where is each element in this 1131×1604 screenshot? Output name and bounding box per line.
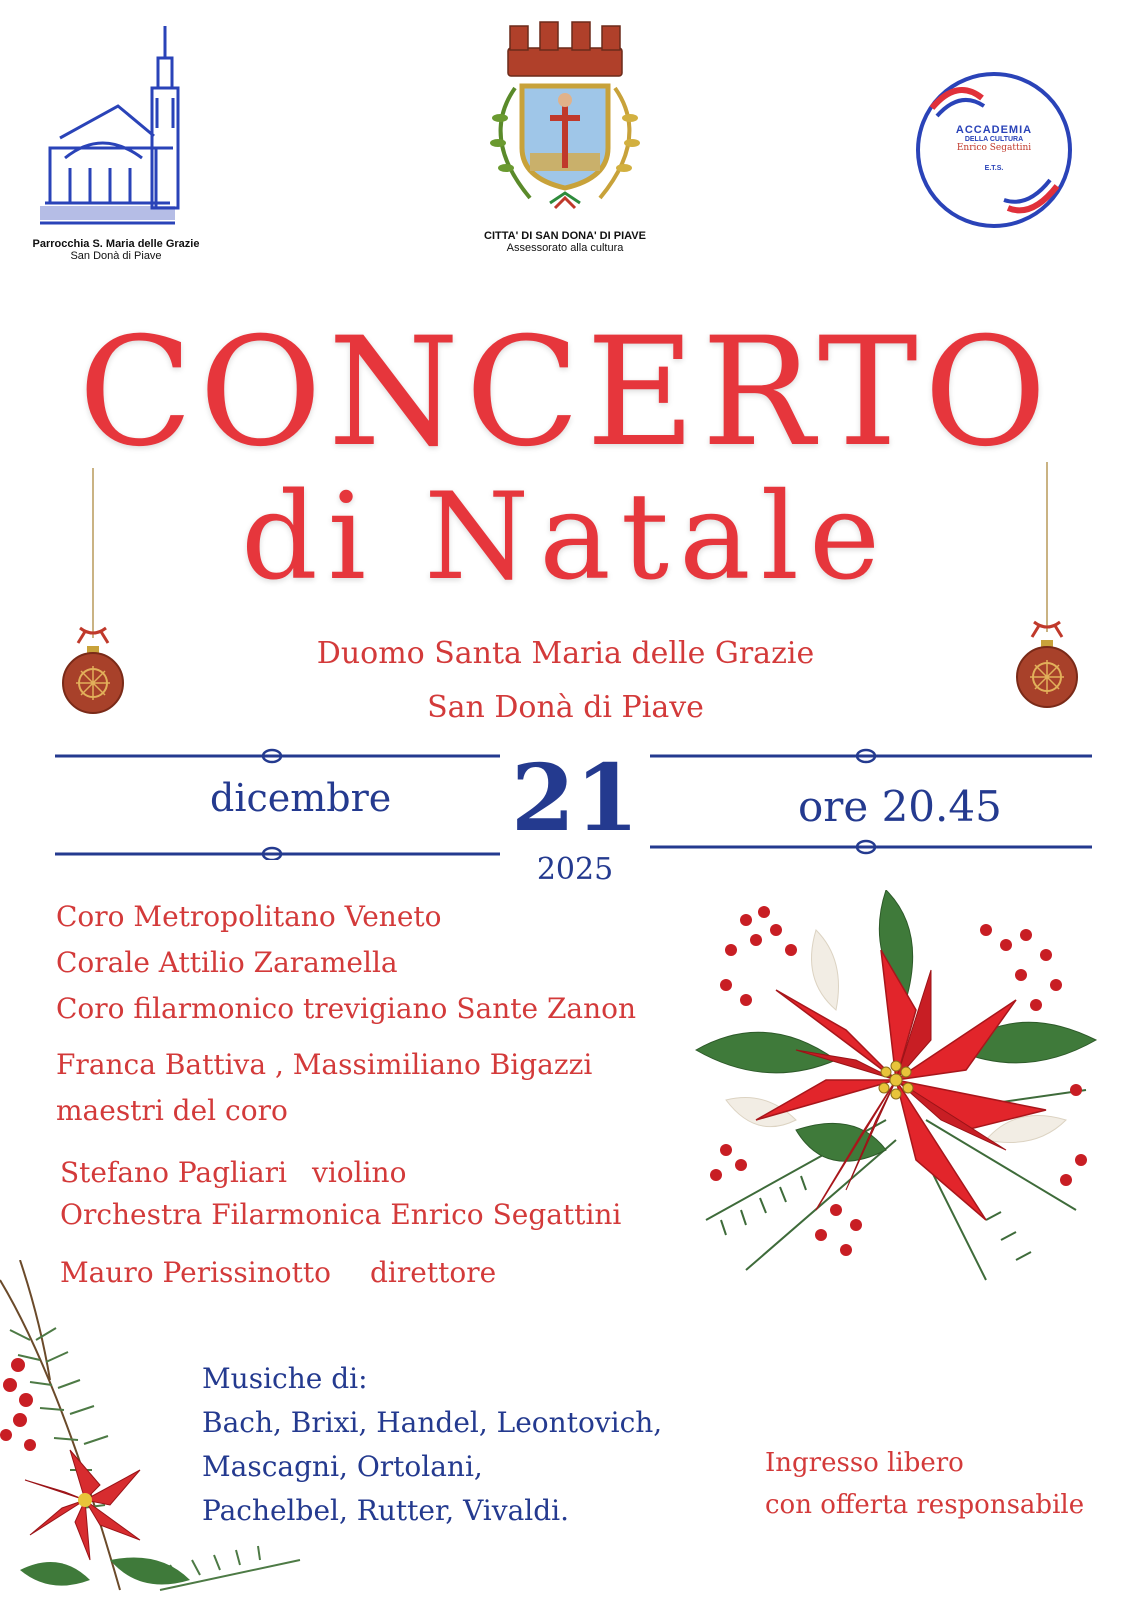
christmas-bauble-icon (1012, 462, 1082, 724)
date-day: 21 (510, 744, 640, 852)
date-month: dicembre (210, 776, 392, 820)
academy-subtitle: DELLA CULTURA (964, 136, 1024, 143)
performer-choir-2: Corale Attilio Zaramella (56, 946, 398, 979)
city-name: CITTA' DI SAN DONA' DI PIAVE (484, 230, 646, 242)
date-year: 2025 (536, 852, 614, 887)
parish-logo (30, 18, 200, 233)
title-concerto: CONCERTO (78, 306, 1053, 480)
violinist-role: violino (312, 1156, 407, 1189)
performer-choir-1: Coro Metropolitano Veneto (56, 900, 442, 933)
conductor-role: direttore (370, 1256, 497, 1289)
parish-city: San Donà di Piave (70, 250, 162, 262)
parish-name: Parrocchia S. Maria delle Grazie (32, 238, 200, 250)
choir-masters: Franca Battiva , Massimiliano Bigazzi (56, 1048, 593, 1081)
music-composers-1: Bach, Brixi, Handel, Leontovich, (202, 1406, 663, 1439)
entry-offer: con offerta responsabile (765, 1490, 1085, 1520)
city-department: Assessorato alla cultura (506, 242, 624, 254)
violinist-name: Stefano Pagliari (60, 1156, 287, 1189)
music-heading: Musiche di: (202, 1362, 368, 1395)
poinsettia-icon (686, 890, 1106, 1310)
title-di-natale: di Natale (240, 468, 891, 607)
right-bauble (1012, 462, 1082, 724)
academy-ets: E.T.S. (984, 165, 1004, 172)
venue-name: Duomo Santa Maria delle Grazie (316, 636, 815, 671)
academy-logo (912, 68, 1076, 232)
conductor-name: Mauro Perissinotto (60, 1256, 331, 1289)
venue-city: San Donà di Piave (427, 690, 704, 725)
date-time: ore 20.45 (798, 782, 1002, 831)
city-crest-icon (470, 18, 660, 218)
entry-free: Ingresso libero (765, 1448, 964, 1478)
performer-choir-3: Coro filarmonico trevigiano Sante Zanon (56, 992, 637, 1025)
poinsettia-illustration (686, 890, 1106, 1310)
church-logo-icon (30, 18, 200, 233)
academy-name: ACCADEMIA (955, 124, 1033, 136)
choir-masters-role: maestri del coro (56, 1094, 288, 1127)
city-crest (470, 18, 660, 218)
music-composers-2: Mascagni, Ortolani, (202, 1450, 483, 1483)
music-composers-3: Pachelbel, Rutter, Vivaldi. (202, 1494, 569, 1527)
orchestra-name: Orchestra Filarmonica Enrico Segattini (60, 1198, 622, 1231)
academy-person: Enrico Segattini (956, 143, 1032, 153)
